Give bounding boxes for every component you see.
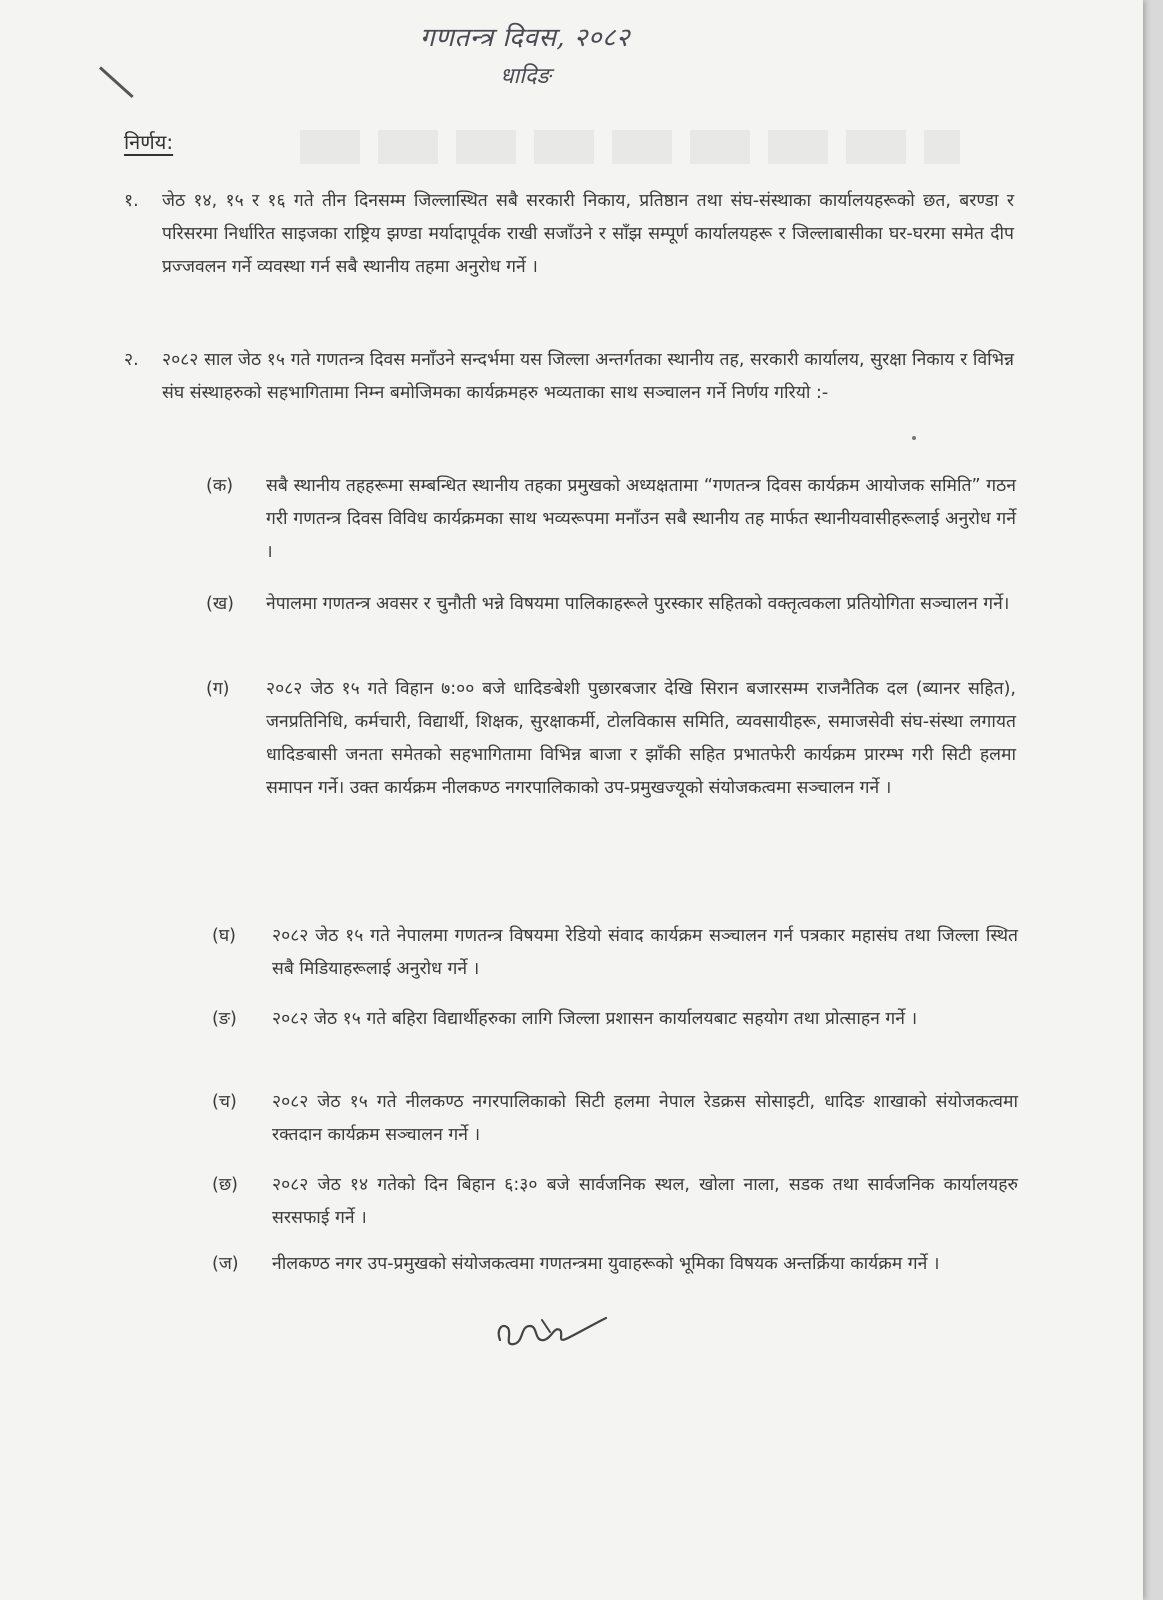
sub-item-number: (ङ) [212,1009,237,1029]
speck-mark [912,436,916,440]
sub-item-text: २०८२ जेठ १५ गते विहान ७:०० बजे धादिङबेशी पुछारबजार देखि सिरान बजारसम्म राजनैतिक दल (ब्यानर सहित), जनप्रतिनिधि, कर्मचारी, विद्यार्थी, शिक्षक, सुरक्षाकर्मी, टोलविकास समिति, व्यवसायीहरू, समाजसेवी संघ-संस्था लगायत धादिङबासी जनता समेतको सहभागितामा विभिन्न बाजा र झाँकी सहित प्रभातफेरी कार्यक्रम प्रारम्भ गरी सिटी हलमा समापन गर्ने। उक्त कार्यक्रम नीलकण्ठ नगरपालिकाको उप-प्रमुखज्यूको संयोजकत्वमा सञ्चालन गर्ने । [266,679,1016,798]
sub-item-text: २०८२ जेठ १४ गतेको दिन बिहान ६:३० बजे सार्वजनिक स्थल, खोला नाला, सडक तथा सार्वजनिक कार्यालयहरु सरसफाई गर्ने । [272,1175,1018,1228]
sub-item-nga [212,1003,1018,1036]
decision-item-1 [124,185,1014,284]
sub-item-number: (ख) [206,594,234,614]
sub-item-ja [212,1248,1018,1281]
decision-heading: निर्णय: [124,130,174,154]
sub-item-ga [206,673,1016,805]
handwritten-subtitle: धादिङ [500,64,551,89]
sub-item-text: २०८२ जेठ १५ गते नेपालमा गणतन्त्र विषयमा रेडियो संवाद कार्यक्रम सञ्चालन गर्न पत्रकार महासंघ तथा जिल्ला स्थित सबै मिडियाहरूलाई अनुरोध गर्ने । [272,926,1018,979]
item-number: १. [124,191,139,211]
sub-item-text: नीलकण्ठ नगर उप-प्रमुखको संयोजकत्वमा गणतन्त्रमा युवाहरूको भूमिका विषयक अन्तर्क्रिया कार्यक्रम गर्ने । [272,1254,940,1274]
sub-item-kha [206,588,1016,621]
item-text: २०८२ साल जेठ १५ गते गणतन्त्र दिवस मनाँउने सन्दर्भमा यस जिल्ला अन्तर्गतका स्थानीय तह, सरकारी कार्यालय, सुरक्षा निकाय र विभिन्न संघ संस्थाहरुको सहभागितामा निम्न बमोजिमका कार्यक्रमहरु भव्यताका साथ सञ्चालन गर्ने निर्णय गरियो :- [162,350,1014,403]
sub-item-chha [212,1169,1018,1235]
sub-item-number: (घ) [212,926,236,946]
sub-item-number: (ज) [212,1254,239,1274]
item-text: जेठ १४, १५ र १६ गते तीन दिनसम्म जिल्लास्थित सबै सरकारी निकाय, प्रतिष्ठान तथा संघ-संस्थाका कार्यालयहरूको छत, बरण्डा र परिसरमा निर्धारित साइजका राष्ट्रिय झण्डा मर्यादापूर्वक राखी सजाँउने र साँझ सम्पूर्ण कार्यालयहरू र जिल्लाबासीका घर-घरमा समेत दीप प्रज्जवलन गर्ने व्यवस्था गर्न सबै स्थानीय तहमा अनुरोध गर्ने । [162,191,1014,277]
sub-item-ka [206,470,1016,569]
sub-item-number: (क) [206,476,234,496]
sub-item-text: सबै स्थानीय तहहरूमा सम्बन्धित स्थानीय तहका प्रमुखको अध्यक्षतामा “गणतन्त्र दिवस कार्यक्रम आयोजक समिति” गठन गरी गणतन्त्र दिवस विविध कार्यक्रमका साथ भव्यरूपमा मनाँउन सबै स्थानीय तह मार्फत स्थानीयवासीहरूलाई अनुरोध गर्ने । [266,476,1016,562]
signature [490,1308,610,1358]
bleed-through-text [300,130,960,164]
decision-item-2 [124,344,1014,410]
sub-item-cha [212,1086,1018,1152]
sub-item-number: (च) [212,1092,237,1112]
pen-stroke-mark [99,66,134,98]
sub-item-text: नेपालमा गणतन्त्र अवसर र चुनौती भन्ने विषयमा पालिकाहरूले पुरस्कार सहितको वक्तृत्वकला प्रतियोगिता सञ्चालन गर्ने। [266,594,1010,614]
sub-item-gha [212,920,1018,986]
handwritten-title: गणतन्त्र दिवस, २०८२ [420,23,631,53]
item-number: २. [124,350,139,370]
sub-item-number: (छ) [212,1175,238,1195]
sub-item-number: (ग) [206,679,230,699]
sub-item-text: २०८२ जेठ १५ गते बहिरा विद्यार्थीहरुका लागि जिल्ला प्रशासन कार्यालयबाट सहयोग तथा प्रोत्साहन गर्ने । [272,1009,918,1029]
sub-item-text: २०८२ जेठ १५ गते नीलकण्ठ नगरपालिकाको सिटी हलमा नेपाल रेडक्रस सोसाइटी, धादिङ शाखाको संयोजकत्वमा रक्तदान कार्यक्रम सञ्चालन गर्ने । [272,1092,1018,1145]
